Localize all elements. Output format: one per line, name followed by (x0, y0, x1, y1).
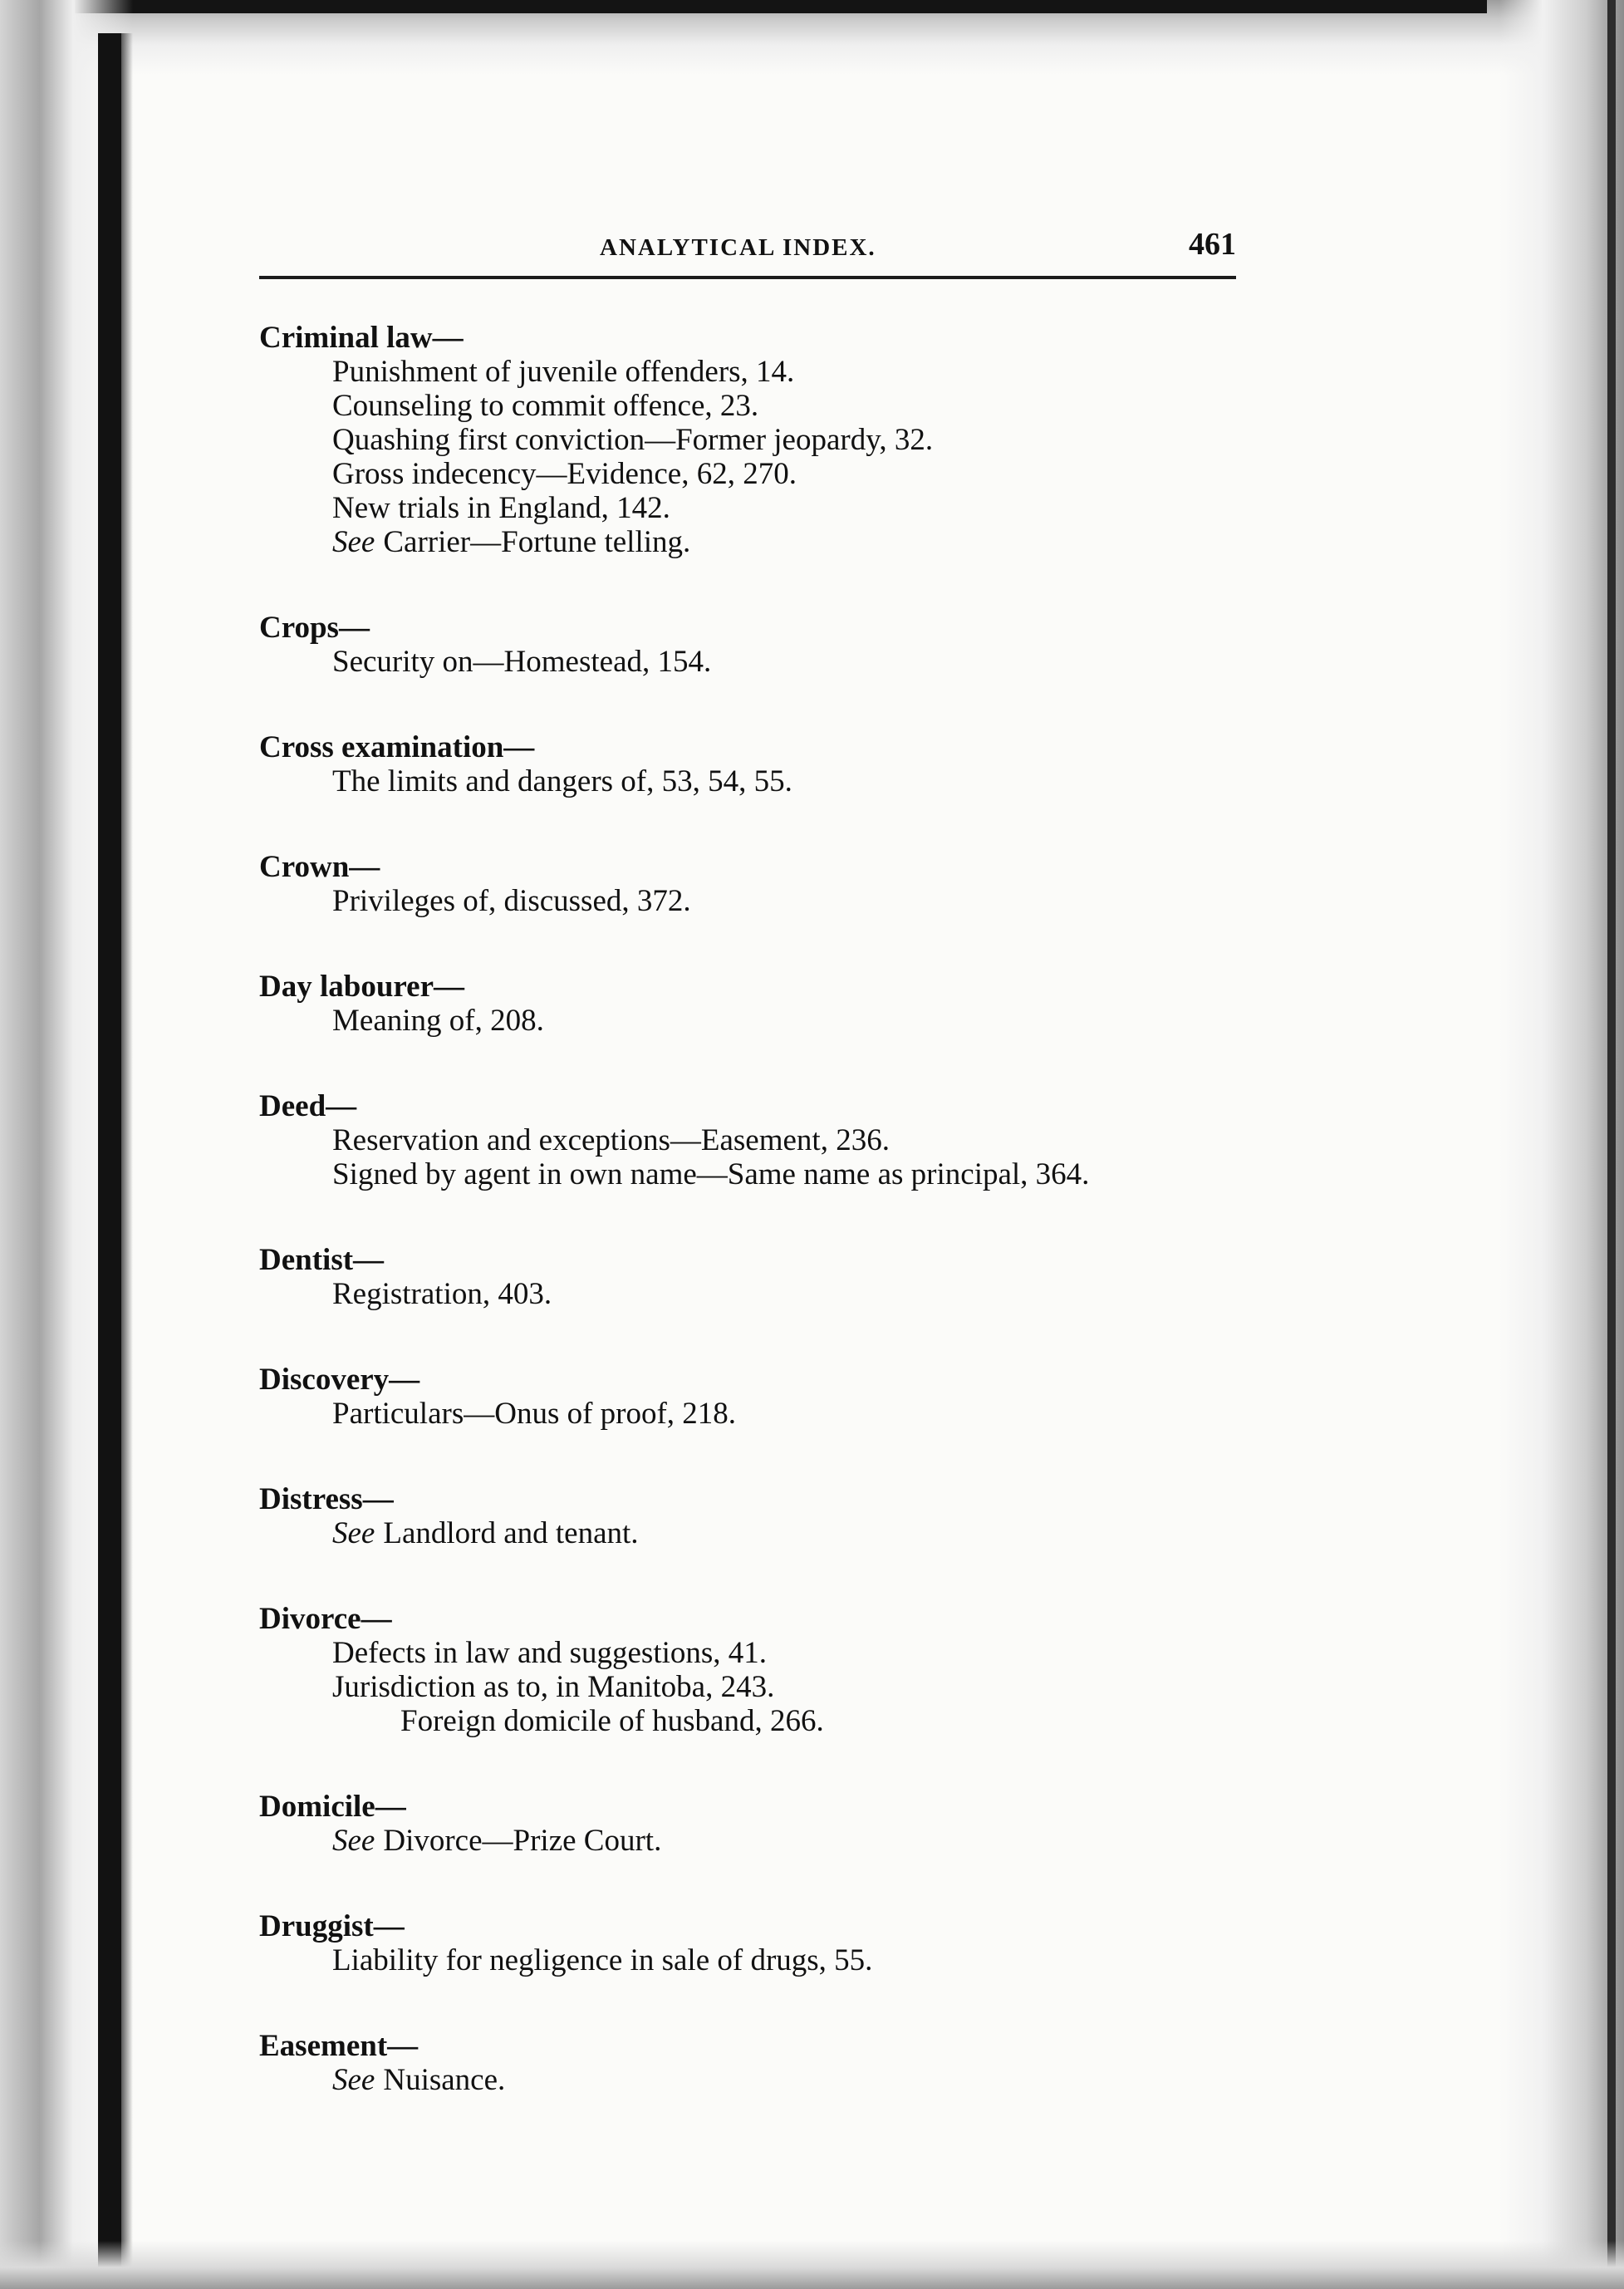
entry-item (259, 1824, 1339, 1858)
entry-item-text: Signed by agent in own name—Same name as principal, 364. (332, 1157, 1090, 1191)
entry-item-text: Registration, 403. (332, 1277, 552, 1311)
entry-item-text: The limits and dangers of, 53, 54, 55. (332, 764, 792, 798)
entry-item-text: Divorce—Prize Court. (383, 1824, 662, 1858)
running-head: ANALYTICAL INDEX. (600, 234, 876, 261)
entry-item-text: Foreign domicile of husband, 266. (400, 1704, 824, 1738)
entry-item (259, 1636, 1339, 1670)
entry-item (259, 423, 1339, 457)
entry-item (259, 645, 1339, 679)
entry-item-text: Security on—Homestead, 154. (332, 645, 712, 679)
entry-subitem (259, 1704, 1339, 1738)
header-rule (259, 276, 1236, 279)
entry-item-text: Meaning of, 208. (332, 1004, 544, 1038)
entry-item (259, 491, 1339, 525)
entry-item-text: Reservation and exceptions—Easement, 236. (332, 1123, 890, 1157)
index-entry (259, 1482, 1339, 1550)
index-entry (259, 730, 1339, 798)
index-entry (259, 850, 1339, 918)
entry-item-text: Gross indecency—Evidence, 62, 270. (332, 457, 797, 491)
index-entry (259, 1602, 1339, 1738)
entry-item-text: Particulars—Onus of proof, 218. (332, 1397, 737, 1431)
right-page-edge-shadow (1499, 0, 1624, 2289)
entry-item (259, 1123, 1339, 1157)
entry-item (259, 525, 1339, 559)
entry-item-text: Punishment of juvenile offenders, 14. (332, 355, 795, 389)
entry-item (259, 1277, 1339, 1311)
entry-item-text: Privileges of, discussed, 372. (332, 884, 691, 918)
entry-heading: Criminal law— (259, 321, 464, 355)
entry-heading: Crops— (259, 611, 370, 645)
page-header (259, 224, 1236, 284)
index-entry (259, 1790, 1339, 1858)
entry-heading: Distress— (259, 1482, 394, 1516)
index-entry (259, 1909, 1339, 1977)
entry-item (259, 1397, 1339, 1431)
entry-item-text: New trials in England, 142. (332, 491, 670, 525)
entry-item-text: Quashing first conviction—Former jeopardy, 32. (332, 423, 934, 457)
entry-heading: Cross examination— (259, 730, 535, 764)
index-entry (259, 2029, 1339, 2097)
entry-item (259, 1004, 1339, 1038)
entry-item-text: Counseling to commit offence, 23. (332, 389, 759, 423)
entry-heading: Dentist— (259, 1243, 385, 1277)
see-reference-label: See (332, 2063, 375, 2097)
see-reference-label: See (332, 1516, 375, 1550)
entry-item (259, 2063, 1339, 2097)
entry-heading: Domicile— (259, 1790, 406, 1824)
see-reference-label: See (332, 1824, 375, 1858)
index-body (259, 321, 1339, 2149)
entry-item (259, 389, 1339, 423)
entry-item (259, 884, 1339, 918)
entry-item (259, 1516, 1339, 1550)
index-entry (259, 611, 1339, 679)
index-entry (259, 1243, 1339, 1311)
page-number: 461 (1189, 227, 1236, 262)
top-page-edge-line (75, 0, 1487, 13)
entry-heading: Deed— (259, 1089, 357, 1123)
entry-heading: Druggist— (259, 1909, 405, 1943)
book-spine-gutter (121, 33, 133, 2268)
entry-item (259, 1157, 1339, 1191)
right-page-edge-line (1607, 0, 1616, 2289)
entry-item-text: Jurisdiction as to, in Manitoba, 243. (332, 1670, 775, 1704)
entry-item (259, 764, 1339, 798)
entry-heading: Divorce— (259, 1602, 392, 1636)
index-entry (259, 1363, 1339, 1431)
entry-item-text: Carrier—Fortune telling. (383, 525, 691, 559)
index-entry (259, 970, 1339, 1038)
index-entry (259, 1089, 1339, 1191)
entry-heading: Discovery— (259, 1363, 420, 1397)
entry-item (259, 355, 1339, 389)
entry-item (259, 457, 1339, 491)
entry-heading: Crown— (259, 850, 380, 884)
book-spine-line (98, 33, 121, 2268)
entry-item (259, 1670, 1339, 1704)
see-reference-label: See (332, 525, 375, 559)
entry-heading: Easement— (259, 2029, 419, 2063)
entry-item-text: Landlord and tenant. (383, 1516, 639, 1550)
entry-item (259, 1943, 1339, 1977)
entry-heading: Day labourer— (259, 970, 465, 1004)
entry-item-text: Nuisance. (383, 2063, 506, 2097)
index-entry (259, 321, 1339, 559)
bottom-page-edge-shadow (0, 2241, 1624, 2289)
entry-item-text: Liability for negligence in sale of drugs, 55. (332, 1943, 873, 1977)
entry-item-text: Defects in law and suggestions, 41. (332, 1636, 768, 1670)
